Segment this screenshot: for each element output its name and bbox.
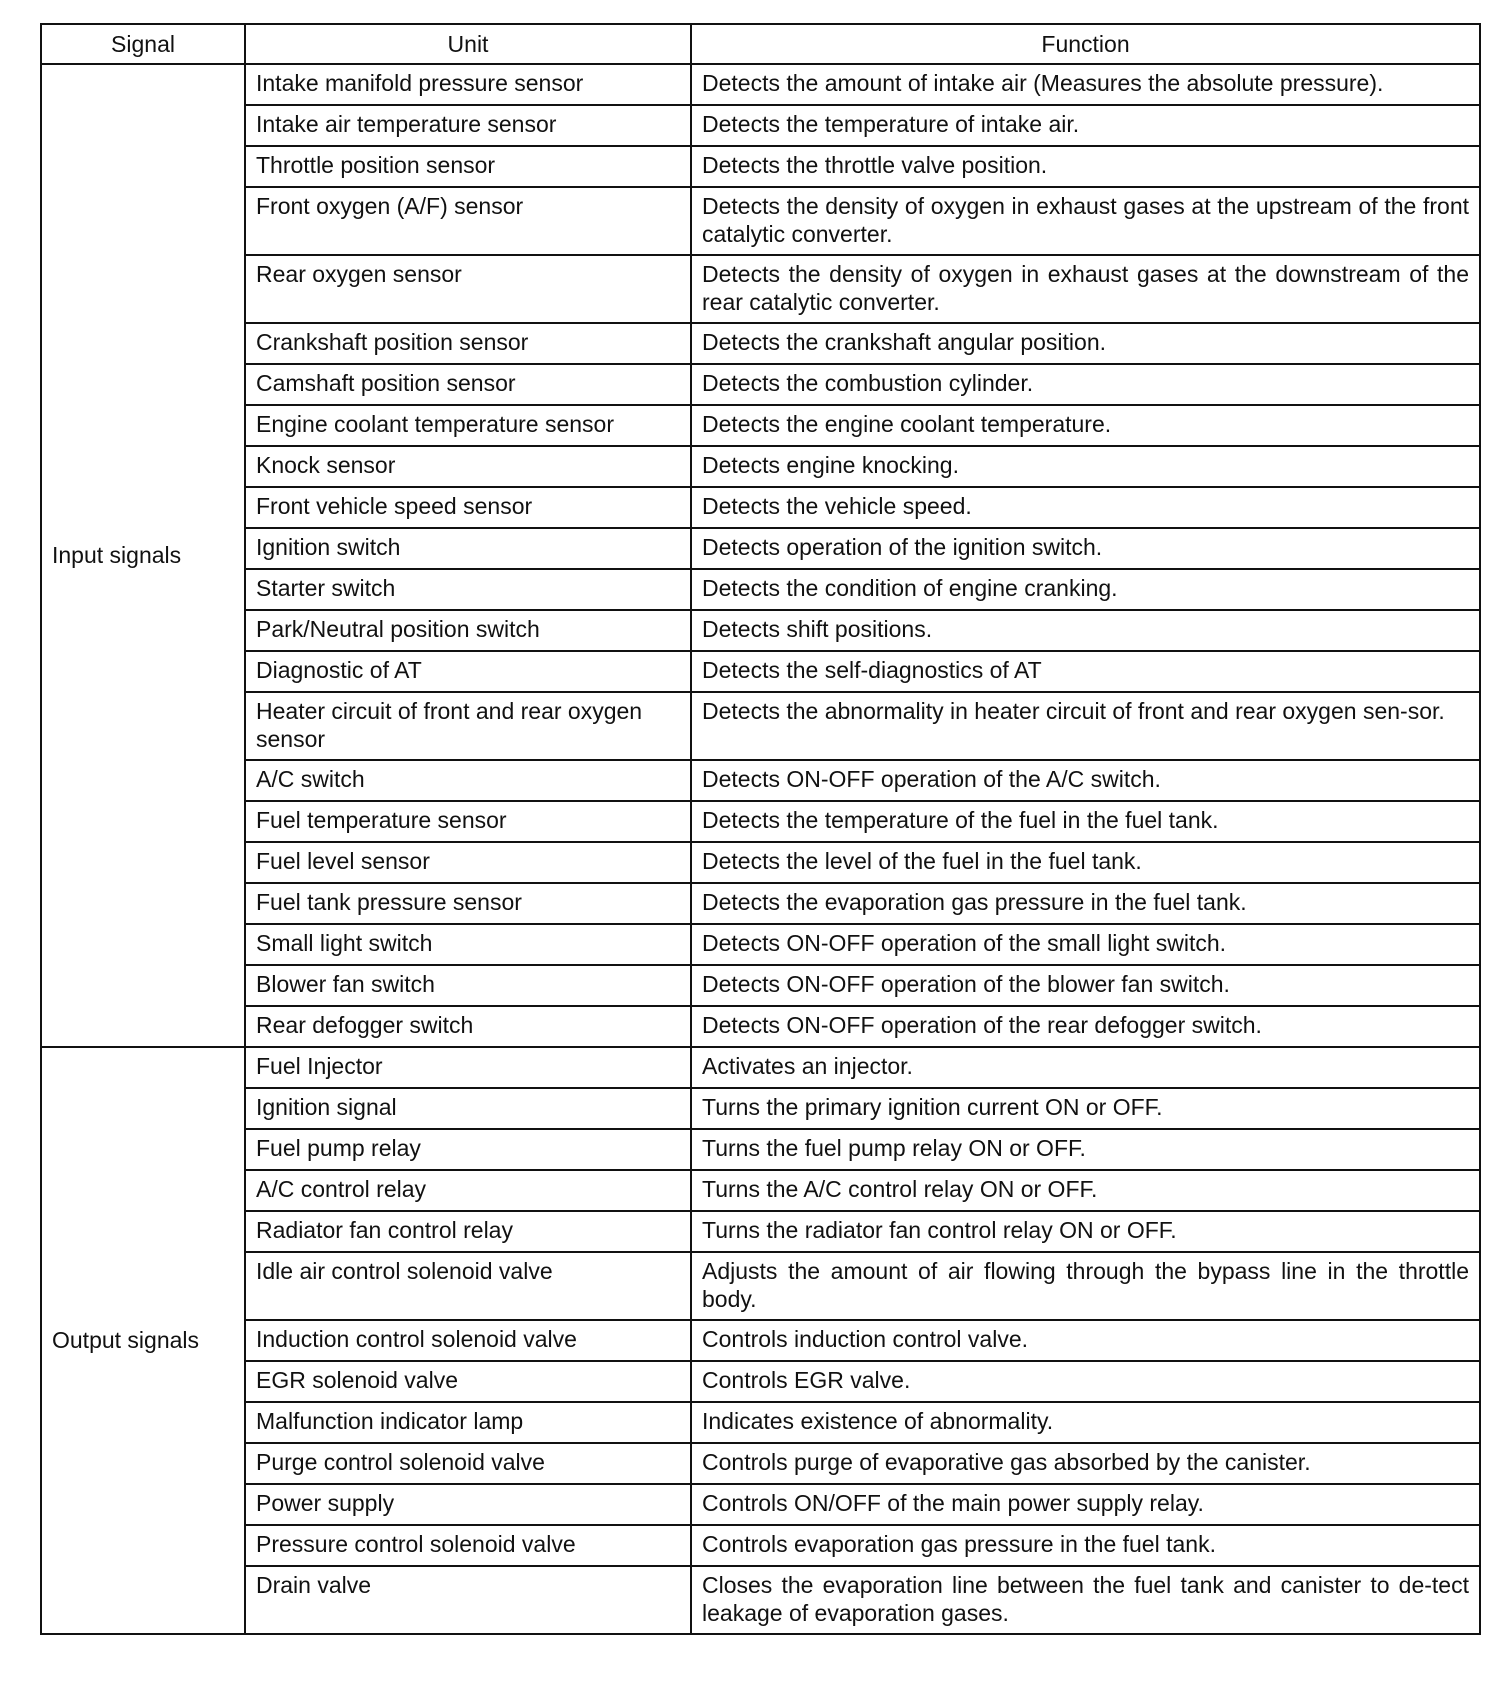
table-row xyxy=(41,364,1480,405)
unit-cell: Park/Neutral position switch xyxy=(245,610,691,651)
function-cell: Indicates existence of abnormality. xyxy=(691,1402,1480,1443)
unit-cell: Throttle position sensor xyxy=(245,146,691,187)
table-row xyxy=(41,965,1480,1006)
function-cell: Detects the evaporation gas pressure in the fuel tank. xyxy=(691,883,1480,924)
unit-cell: Fuel pump relay xyxy=(245,1129,691,1170)
function-cell: Adjusts the amount of air flowing through the bypass line in the throttle body. xyxy=(691,1252,1480,1320)
function-cell: Controls induction control valve. xyxy=(691,1320,1480,1361)
table-row xyxy=(41,1361,1480,1402)
unit-cell: Small light switch xyxy=(245,924,691,965)
unit-cell: Ignition signal xyxy=(245,1088,691,1129)
function-cell: Closes the evaporation line between the fuel tank and canister to de-tect leakage of evaporation gases. xyxy=(691,1566,1480,1634)
unit-cell: Intake air temperature sensor xyxy=(245,105,691,146)
unit-cell: Purge control solenoid valve xyxy=(245,1443,691,1484)
table-row xyxy=(41,1170,1480,1211)
table-row xyxy=(41,255,1480,323)
function-cell: Turns the fuel pump relay ON or OFF. xyxy=(691,1129,1480,1170)
unit-cell: Ignition switch xyxy=(245,528,691,569)
function-cell: Detects the level of the fuel in the fuel tank. xyxy=(691,842,1480,883)
signal-group-cell: Output signals xyxy=(41,1047,245,1634)
unit-cell: Fuel tank pressure sensor xyxy=(245,883,691,924)
table-row xyxy=(41,1566,1480,1634)
table-row xyxy=(41,692,1480,760)
unit-cell: Power supply xyxy=(245,1484,691,1525)
unit-cell: Pressure control solenoid valve xyxy=(245,1525,691,1566)
unit-cell: Fuel Injector xyxy=(245,1047,691,1088)
table-row xyxy=(41,1443,1480,1484)
table-row xyxy=(41,446,1480,487)
signal-unit-function-table xyxy=(40,23,1481,1635)
table-row xyxy=(41,487,1480,528)
table-row xyxy=(41,528,1480,569)
function-cell: Detects operation of the ignition switch. xyxy=(691,528,1480,569)
table-row xyxy=(41,569,1480,610)
function-cell: Detects the temperature of intake air. xyxy=(691,105,1480,146)
unit-cell: Radiator fan control relay xyxy=(245,1211,691,1252)
table-row xyxy=(41,64,1480,105)
function-cell: Detects the throttle valve position. xyxy=(691,146,1480,187)
table-row xyxy=(41,105,1480,146)
table-row xyxy=(41,760,1480,801)
function-cell: Detects ON-OFF operation of the small light switch. xyxy=(691,924,1480,965)
header-function: Function xyxy=(691,24,1480,64)
signal-group-cell: Input signals xyxy=(41,64,245,1047)
function-cell: Detects ON-OFF operation of the rear defogger switch. xyxy=(691,1006,1480,1047)
unit-cell: Crankshaft position sensor xyxy=(245,323,691,364)
table-row xyxy=(41,187,1480,255)
table-row xyxy=(41,146,1480,187)
table-row xyxy=(41,1320,1480,1361)
function-cell: Detects the engine coolant temperature. xyxy=(691,405,1480,446)
table-row xyxy=(41,801,1480,842)
table-row xyxy=(41,1006,1480,1047)
function-cell: Detects the self-diagnostics of AT xyxy=(691,651,1480,692)
function-cell: Detects engine knocking. xyxy=(691,446,1480,487)
header-row xyxy=(41,24,1480,64)
table-row xyxy=(41,842,1480,883)
unit-cell: Drain valve xyxy=(245,1566,691,1634)
unit-cell: Induction control solenoid valve xyxy=(245,1320,691,1361)
function-cell: Detects the crankshaft angular position. xyxy=(691,323,1480,364)
function-cell: Controls purge of evaporative gas absorbed by the canister. xyxy=(691,1443,1480,1484)
unit-cell: EGR solenoid valve xyxy=(245,1361,691,1402)
unit-cell: Engine coolant temperature sensor xyxy=(245,405,691,446)
function-cell: Detects ON-OFF operation of the A/C switch. xyxy=(691,760,1480,801)
table-body xyxy=(41,64,1480,1634)
function-cell: Detects the vehicle speed. xyxy=(691,487,1480,528)
spec-table xyxy=(40,23,1481,1635)
table-row xyxy=(41,405,1480,446)
unit-cell: Malfunction indicator lamp xyxy=(245,1402,691,1443)
function-cell: Turns the primary ignition current ON or OFF. xyxy=(691,1088,1480,1129)
table-row xyxy=(41,323,1480,364)
unit-cell: A/C switch xyxy=(245,760,691,801)
unit-cell: Rear defogger switch xyxy=(245,1006,691,1047)
function-cell: Controls ON/OFF of the main power supply relay. xyxy=(691,1484,1480,1525)
unit-cell: Front vehicle speed sensor xyxy=(245,487,691,528)
function-cell: Detects the density of oxygen in exhaust gases at the upstream of the front catalytic converter. xyxy=(691,187,1480,255)
table-row xyxy=(41,1129,1480,1170)
unit-cell: Intake manifold pressure sensor xyxy=(245,64,691,105)
table-row xyxy=(41,1525,1480,1566)
function-cell: Activates an injector. xyxy=(691,1047,1480,1088)
unit-cell: Rear oxygen sensor xyxy=(245,255,691,323)
unit-cell: Camshaft position sensor xyxy=(245,364,691,405)
function-cell: Detects the temperature of the fuel in the fuel tank. xyxy=(691,801,1480,842)
unit-cell: Fuel level sensor xyxy=(245,842,691,883)
header-signal: Signal xyxy=(41,24,245,64)
table-row xyxy=(41,1484,1480,1525)
table-row xyxy=(41,1088,1480,1129)
table-row xyxy=(41,924,1480,965)
unit-cell: Fuel temperature sensor xyxy=(245,801,691,842)
unit-cell: Blower fan switch xyxy=(245,965,691,1006)
function-cell: Detects the amount of intake air (Measures the absolute pressure). xyxy=(691,64,1480,105)
unit-cell: Diagnostic of AT xyxy=(245,651,691,692)
function-cell: Controls EGR valve. xyxy=(691,1361,1480,1402)
table-row xyxy=(41,651,1480,692)
table-row xyxy=(41,1047,1480,1088)
table-row xyxy=(41,1402,1480,1443)
function-cell: Detects ON-OFF operation of the blower fan switch. xyxy=(691,965,1480,1006)
unit-cell: Heater circuit of front and rear oxygen sensor xyxy=(245,692,691,760)
function-cell: Turns the radiator fan control relay ON or OFF. xyxy=(691,1211,1480,1252)
function-cell: Detects shift positions. xyxy=(691,610,1480,651)
unit-cell: Knock sensor xyxy=(245,446,691,487)
unit-cell: Front oxygen (A/F) sensor xyxy=(245,187,691,255)
unit-cell: Starter switch xyxy=(245,569,691,610)
function-cell: Detects the abnormality in heater circuit of front and rear oxygen sen-sor. xyxy=(691,692,1480,760)
function-cell: Detects the combustion cylinder. xyxy=(691,364,1480,405)
function-cell: Detects the condition of engine cranking. xyxy=(691,569,1480,610)
unit-cell: A/C control relay xyxy=(245,1170,691,1211)
header-unit: Unit xyxy=(245,24,691,64)
table-row xyxy=(41,883,1480,924)
function-cell: Detects the density of oxygen in exhaust gases at the downstream of the rear catalytic converter. xyxy=(691,255,1480,323)
unit-cell: Idle air control solenoid valve xyxy=(245,1252,691,1320)
table-row xyxy=(41,1252,1480,1320)
table-row xyxy=(41,610,1480,651)
function-cell: Turns the A/C control relay ON or OFF. xyxy=(691,1170,1480,1211)
table-row xyxy=(41,1211,1480,1252)
function-cell: Controls evaporation gas pressure in the fuel tank. xyxy=(691,1525,1480,1566)
